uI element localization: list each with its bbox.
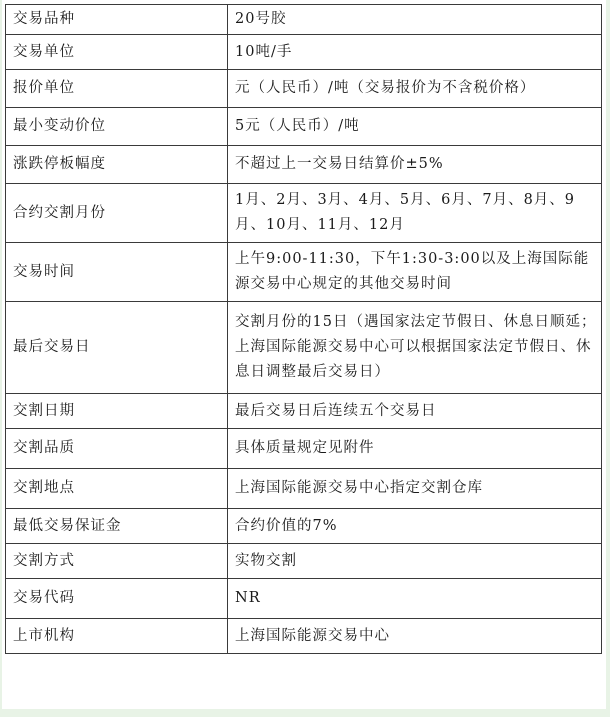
row-value: 10吨/手 [228,35,602,70]
row-label: 交割品质 [6,429,228,469]
table-row [6,302,602,394]
table-row [6,509,602,544]
table-row [6,429,602,469]
table-row [6,469,602,509]
row-value: 合约价值的7% [228,509,602,544]
row-value: 实物交割 [228,544,602,579]
row-value: 不超过上一交易日结算价±5% [228,146,602,184]
row-label: 交易单位 [6,35,228,70]
row-label: 最小变动价位 [6,108,228,146]
row-label: 最低交易保证金 [6,509,228,544]
table-row [6,35,602,70]
table-row [6,394,602,429]
row-value: 1月、2月、3月、4月、5月、6月、7月、8月、9月、10月、11月、12月 [228,184,602,243]
row-label: 交割日期 [6,394,228,429]
row-label: 交易时间 [6,243,228,302]
spec-frame [2,0,606,709]
row-value: 上海国际能源交易中心指定交割仓库 [228,469,602,509]
table-row [6,146,602,184]
table-row [6,108,602,146]
row-value: 最后交易日后连续五个交易日 [228,394,602,429]
row-value: 元（人民币）/吨（交易报价为不含税价格） [228,70,602,108]
row-value: 上海国际能源交易中心 [228,619,602,654]
row-label: 交割地点 [6,469,228,509]
row-value: 交割月份的15日（遇国家法定节假日、休息日顺延；上海国际能源交易中心可以根据国家法定节假日、休息日调整最后交易日） [228,302,602,394]
table-row [6,619,602,654]
row-value: NR [228,579,602,619]
row-value: 上午9:00-11:30，下午1:30-3:00以及上海国际能源交易中心规定的其他交易时间 [228,243,602,302]
table-row [6,544,602,579]
table-row [6,579,602,619]
row-label: 最后交易日 [6,302,228,394]
contract-spec-table [5,4,602,654]
row-label: 交易品种 [6,5,228,35]
row-value: 5元（人民币）/吨 [228,108,602,146]
row-label: 合约交割月份 [6,184,228,243]
row-label: 交割方式 [6,544,228,579]
row-label: 涨跌停板幅度 [6,146,228,184]
table-row [6,184,602,243]
table-row [6,70,602,108]
table-row [6,243,602,302]
row-value: 20号胶 [228,5,602,35]
row-label: 报价单位 [6,70,228,108]
row-label: 上市机构 [6,619,228,654]
row-label: 交易代码 [6,579,228,619]
table-row [6,5,602,35]
row-value: 具体质量规定见附件 [228,429,602,469]
